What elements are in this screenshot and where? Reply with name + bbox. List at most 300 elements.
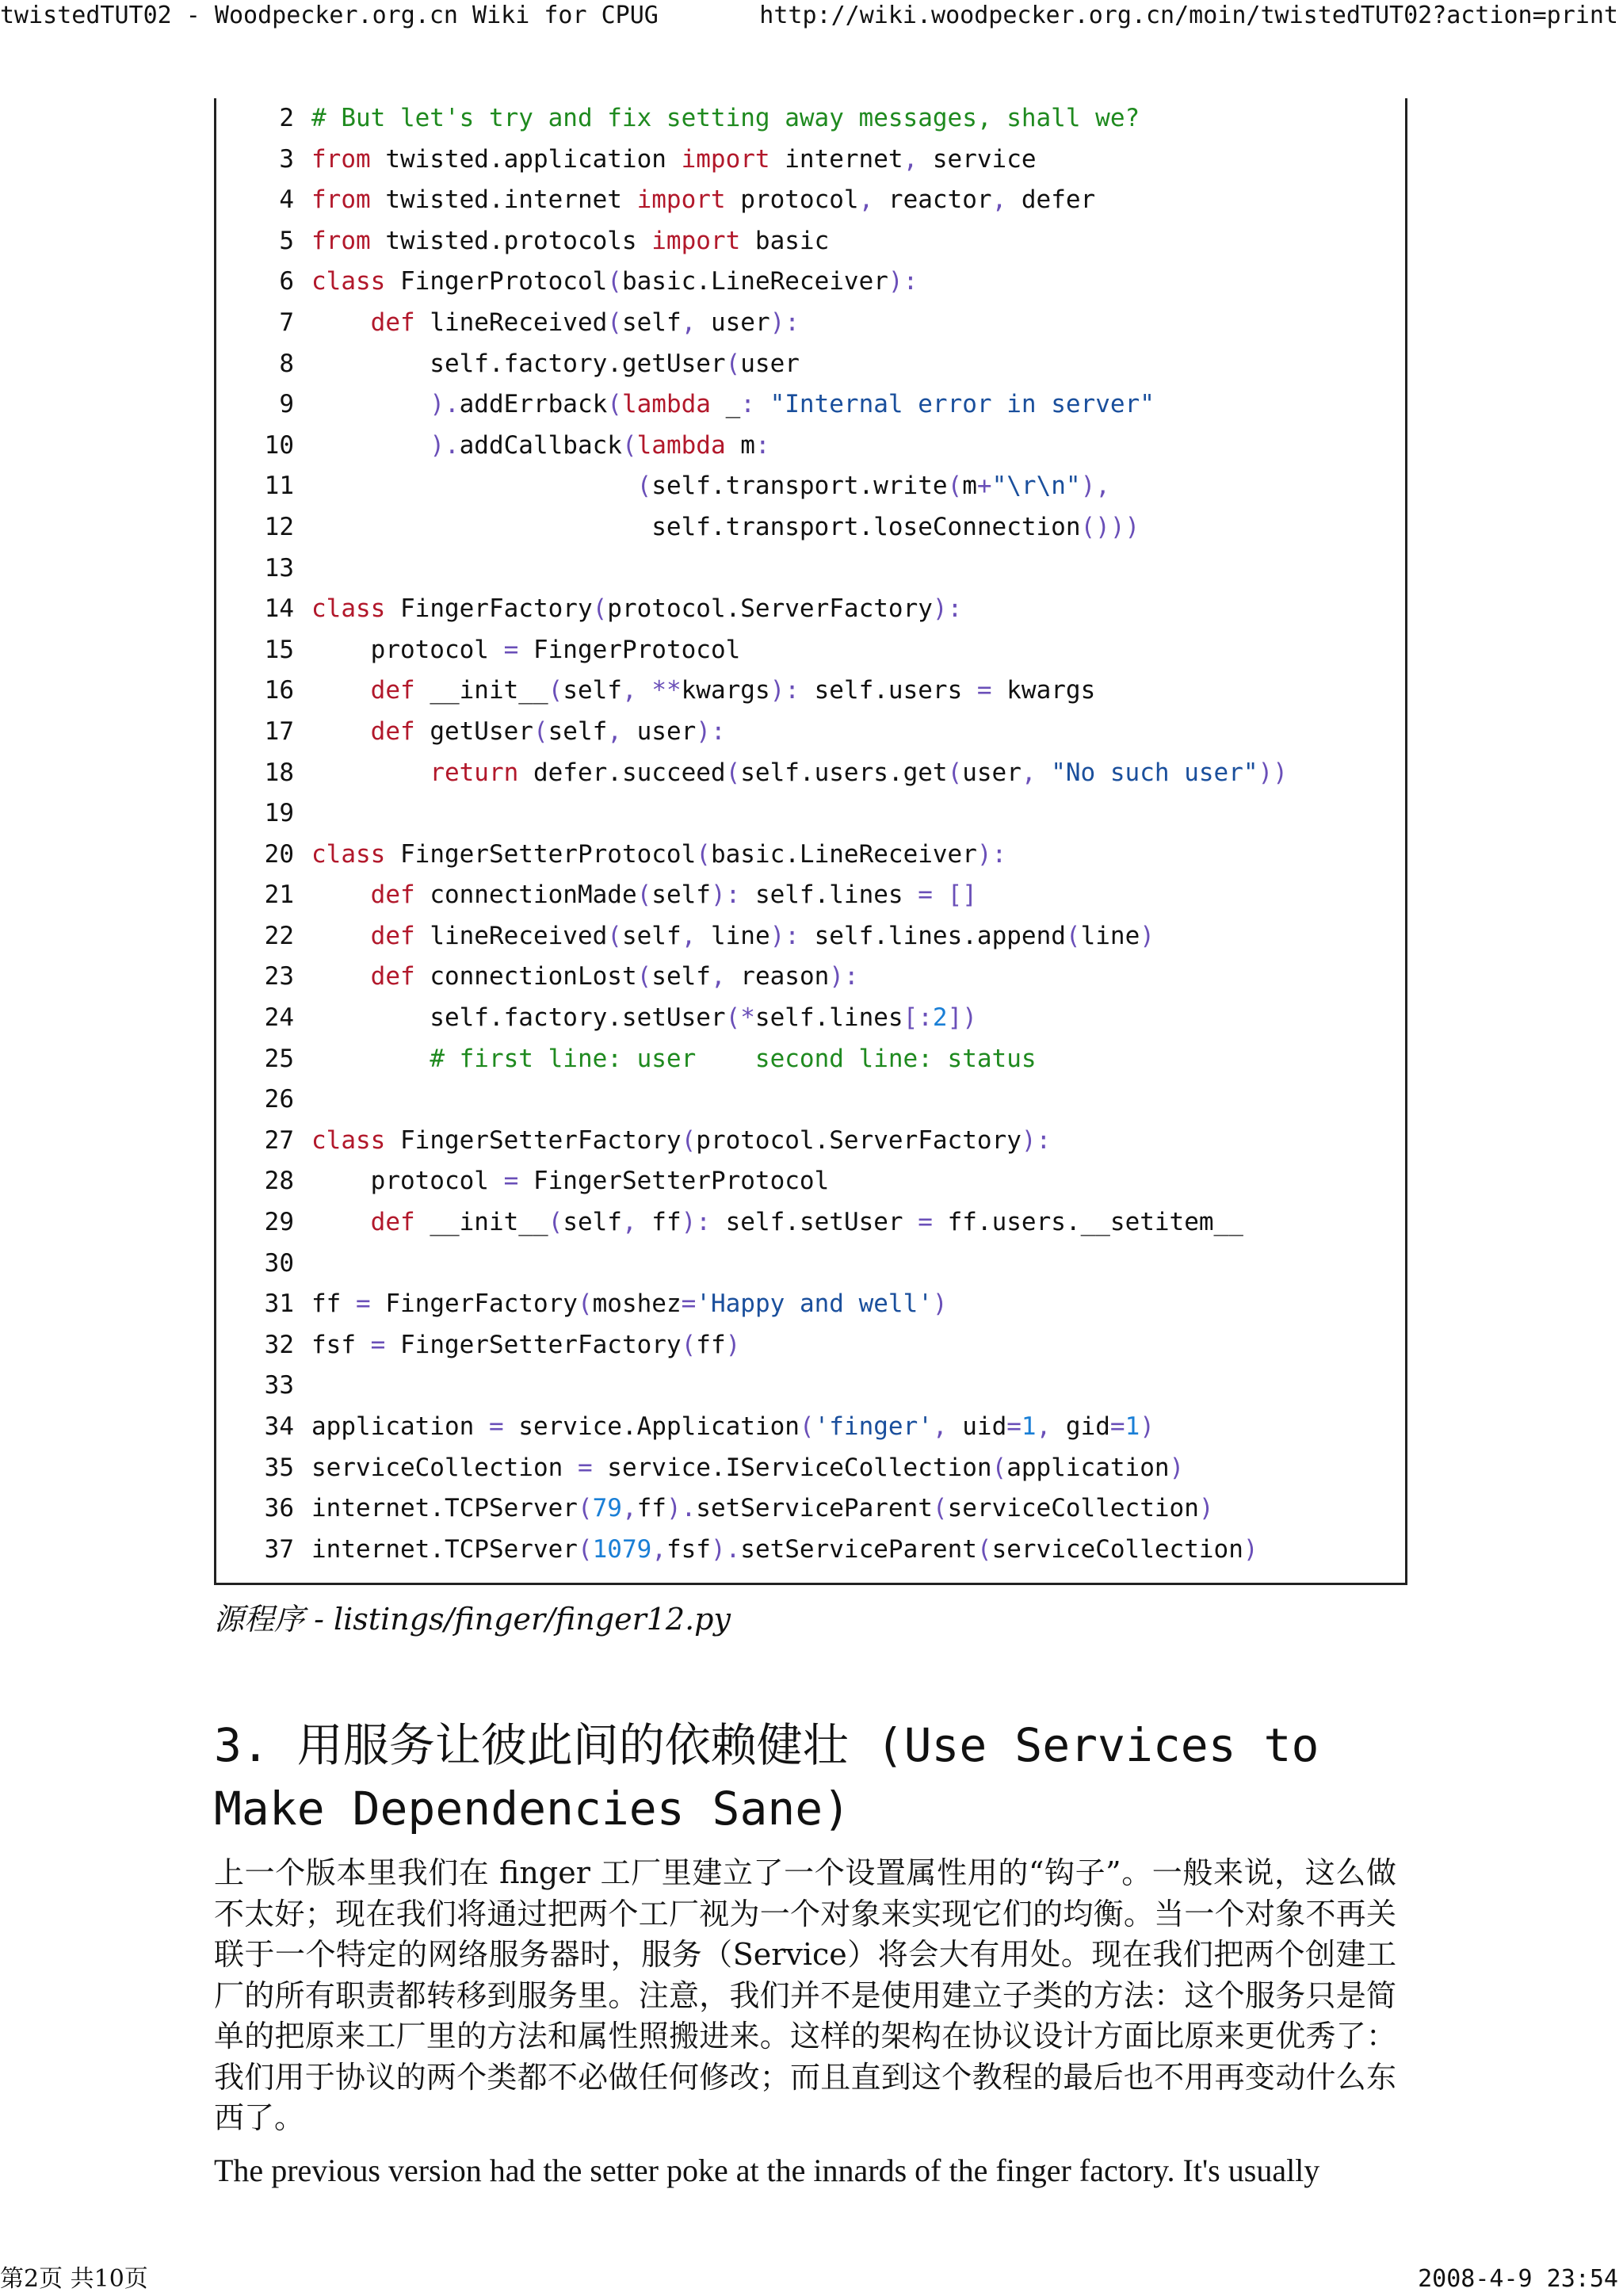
code-token: (	[696, 839, 711, 869]
code-token: ,	[1021, 758, 1037, 787]
code-token: 79	[592, 1494, 622, 1523]
code-token: self	[621, 308, 682, 337]
code-token: gid	[1051, 1412, 1110, 1441]
code-token: self.transport.write	[651, 472, 948, 501]
code-token: setServiceParent	[696, 1494, 933, 1523]
code-token: ,	[621, 1208, 637, 1237]
code-token: ):	[888, 267, 918, 296]
code-line	[216, 1407, 1288, 1448]
code-line	[216, 753, 1288, 794]
code-text	[311, 630, 740, 671]
code-token: )	[1243, 1534, 1258, 1564]
code-token: self	[548, 716, 608, 746]
code-token: defer	[1006, 185, 1096, 215]
code-token: from	[311, 185, 371, 215]
code-line	[216, 589, 1288, 630]
code-token: (	[577, 1494, 593, 1523]
code-token	[311, 676, 371, 705]
code-token: import	[636, 185, 726, 215]
code-token: ,	[991, 185, 1007, 215]
code-token: =	[1006, 1412, 1022, 1441]
code-line	[216, 1325, 1288, 1366]
code-text	[311, 1488, 1214, 1530]
code-token: line	[696, 921, 770, 950]
code-token	[311, 1208, 371, 1236]
code-token: line	[1080, 921, 1140, 950]
code-token: 2	[932, 1003, 948, 1033]
line-number: 28	[264, 1167, 294, 1196]
code-token: ,	[681, 308, 697, 337]
code-text	[311, 670, 1095, 712]
code-token: =	[976, 676, 992, 705]
code-token: (	[577, 1534, 593, 1564]
code-token: (	[1065, 921, 1081, 950]
code-token: (	[991, 1453, 1007, 1482]
line-number: 17	[264, 716, 294, 746]
line-number: 3	[279, 144, 294, 174]
code-token: def	[370, 716, 415, 746]
footer-page-number: 第2页 共10页	[0, 2265, 148, 2293]
code-text	[311, 957, 859, 998]
code-token: __init__	[414, 1208, 548, 1237]
code-token: user	[740, 349, 800, 378]
code-text	[311, 835, 1006, 876]
line-number: 35	[264, 1453, 294, 1482]
paragraph-english: The previous version had the setter poke at the innards of the finger factory. It's usually	[214, 2153, 1320, 2188]
code-token: ,	[932, 1412, 948, 1441]
code-line	[216, 957, 1288, 998]
code-token: fsf	[311, 1330, 371, 1359]
footer-datetime: 2008-4-9 23:54	[1418, 2265, 1618, 2293]
code-token: basic.LineReceiver	[621, 267, 888, 296]
code-token: application	[1006, 1453, 1170, 1482]
line-number: 15	[264, 635, 294, 664]
code-token: (	[681, 1330, 697, 1359]
code-token	[311, 1045, 430, 1073]
code-line	[216, 1079, 1288, 1121]
code-token: (	[947, 472, 963, 501]
code-token: import	[651, 226, 741, 255]
code-token: def	[370, 308, 415, 337]
code-token: ):	[769, 676, 800, 705]
code-text	[311, 1039, 1037, 1080]
code-line	[216, 1121, 1288, 1162]
line-number: 14	[264, 594, 294, 624]
code-token: lineReceived	[414, 921, 608, 950]
code-token: ,	[621, 676, 637, 705]
code-token: ff	[636, 1494, 666, 1523]
code-line	[216, 1488, 1288, 1530]
code-token: ):	[829, 962, 859, 991]
code-token: ).	[430, 390, 460, 419]
code-text	[311, 589, 962, 630]
line-number: 12	[264, 512, 294, 541]
code-token: def	[370, 921, 415, 950]
code-text	[311, 139, 1037, 181]
code-token: (	[577, 1289, 593, 1319]
code-token: fsf	[666, 1534, 711, 1564]
code-token: [:	[903, 1003, 933, 1033]
code-token: setServiceParent	[740, 1534, 977, 1564]
code-token: self.setUser	[710, 1208, 918, 1237]
code-token: ])	[947, 1003, 977, 1033]
code-token: self.factory.setUser	[311, 1003, 726, 1033]
line-number: 7	[279, 308, 294, 337]
code-token: FingerProtocol	[385, 267, 608, 296]
code-token: =	[503, 635, 519, 664]
line-number: 4	[279, 185, 294, 215]
code-text	[311, 916, 1155, 957]
code-token: user	[696, 308, 770, 337]
code-token: ,	[903, 144, 918, 174]
code-token	[933, 881, 948, 909]
code-token: self.lines.append	[799, 921, 1066, 950]
line-number: 22	[264, 921, 294, 950]
code-token: service.Application	[503, 1412, 800, 1441]
line-number: 37	[264, 1534, 294, 1564]
code-line	[216, 426, 1288, 467]
code-token	[311, 431, 430, 460]
code-text	[311, 1161, 829, 1202]
code-token	[755, 390, 770, 418]
code-line	[216, 548, 1288, 590]
code-token: self	[563, 1208, 622, 1237]
code-line	[216, 998, 1288, 1039]
code-line	[216, 1039, 1288, 1080]
code-token: internet	[769, 144, 903, 174]
code-token: (	[636, 472, 652, 501]
code-token: ff	[311, 1289, 356, 1319]
code-token	[311, 881, 371, 909]
code-token: self	[563, 676, 622, 705]
line-number: 5	[279, 226, 294, 255]
code-token: (	[592, 594, 608, 624]
code-text	[311, 998, 977, 1039]
line-number: 16	[264, 676, 294, 705]
code-line	[216, 139, 1288, 181]
code-token: FingerSetterFactory	[385, 1125, 682, 1155]
code-token: user	[621, 716, 697, 746]
code-token: user	[962, 758, 1022, 787]
code-token: self.transport.loseConnection	[311, 512, 1081, 541]
code-token: defer.succeed	[518, 758, 726, 787]
code-token: "Internal error in server"	[769, 390, 1155, 419]
code-token: basic.LineReceiver	[710, 839, 977, 869]
code-token: class	[311, 1125, 386, 1155]
code-token: FingerProtocol	[518, 635, 741, 664]
code-token: (	[799, 1412, 815, 1441]
line-number: 2	[279, 104, 294, 132]
code-token: ):	[769, 308, 800, 337]
code-token: lineReceived	[414, 308, 608, 337]
code-token: serviceCollection	[991, 1534, 1243, 1564]
line-number: 9	[279, 390, 294, 419]
code-token: ,	[621, 1494, 637, 1523]
code-line	[216, 835, 1288, 876]
code-token: ,	[1036, 1412, 1052, 1441]
code-line	[216, 712, 1288, 753]
code-token: )	[1169, 1453, 1185, 1482]
code-line	[216, 221, 1288, 262]
code-text	[311, 221, 829, 262]
code-token: (	[976, 1534, 992, 1564]
code-token: self.lines	[740, 881, 918, 910]
header-page-title: twistedTUT02 - Woodpecker.org.cn Wiki for CPUG	[0, 2, 659, 29]
line-number: 27	[264, 1125, 294, 1155]
code-token: protocol	[311, 1167, 504, 1196]
code-token: lambda	[621, 390, 711, 419]
code-token: **	[651, 676, 682, 705]
code-token: FingerSetterFactory	[385, 1330, 682, 1359]
code-token: _	[710, 390, 741, 419]
code-token: ).	[430, 430, 460, 460]
code-token: ,	[651, 1534, 666, 1564]
code-token: def	[370, 1208, 415, 1237]
code-line	[216, 793, 1288, 835]
code-token: (	[725, 349, 741, 378]
code-token	[311, 962, 371, 991]
code-token: (	[533, 716, 548, 746]
code-token: :	[754, 430, 770, 460]
code-token: serviceCollection	[311, 1453, 578, 1482]
line-number: 31	[264, 1289, 294, 1319]
line-number: 36	[264, 1494, 294, 1523]
code-token: ,	[710, 962, 726, 991]
line-number: 26	[264, 1085, 294, 1114]
code-token: =	[918, 1208, 933, 1237]
code-line	[216, 303, 1288, 344]
line-number: 32	[264, 1330, 294, 1359]
code-line	[216, 1244, 1288, 1285]
code-text	[311, 466, 1110, 507]
code-token	[311, 308, 371, 337]
code-token: serviceCollection	[947, 1494, 1199, 1523]
code-text	[311, 1530, 1258, 1571]
code-line	[216, 507, 1288, 548]
line-number: 8	[279, 349, 294, 378]
code-text	[311, 1325, 740, 1366]
line-number: 29	[264, 1208, 294, 1237]
line-number: 10	[264, 430, 294, 460]
code-token: self.factory.getUser	[311, 349, 726, 378]
code-token: class	[311, 594, 386, 624]
code-token: )	[1140, 1412, 1155, 1441]
line-number: 18	[264, 758, 294, 787]
code-token: FingerSetterProtocol	[518, 1167, 830, 1196]
code-token: =	[918, 881, 933, 910]
code-token: =	[577, 1453, 593, 1482]
code-token	[311, 717, 371, 746]
code-token: lambda	[636, 430, 726, 460]
code-token: ,	[858, 185, 874, 215]
code-token: (	[548, 1208, 563, 1237]
code-token: =	[356, 1289, 371, 1319]
line-number: 24	[264, 1003, 294, 1033]
code-token: def	[370, 881, 415, 910]
code-token: "\r\n"	[991, 472, 1081, 501]
line-number: 21	[264, 881, 294, 910]
code-token: )	[1198, 1494, 1214, 1523]
code-token: class	[311, 267, 386, 296]
code-token: (	[621, 430, 637, 460]
code-text	[311, 1121, 1051, 1162]
line-number: 19	[264, 799, 294, 828]
line-number: 13	[264, 553, 294, 583]
code-text	[311, 303, 800, 344]
code-token: (*	[725, 1003, 755, 1033]
code-text	[311, 1448, 1184, 1489]
code-token: +	[976, 472, 992, 501]
code-token: from	[311, 144, 371, 174]
code-token: (	[548, 676, 563, 705]
code-line	[216, 1202, 1288, 1244]
code-token: ff.users.__setitem__	[932, 1208, 1243, 1237]
code-token	[311, 758, 430, 787]
code-token: ))	[1258, 758, 1288, 787]
code-token: (	[636, 881, 652, 910]
code-line	[216, 1448, 1288, 1489]
code-token: (	[681, 1125, 697, 1155]
code-token: FingerSetterProtocol	[385, 839, 697, 869]
code-token: (	[607, 921, 622, 950]
code-token: =	[681, 1289, 697, 1319]
code-line	[216, 466, 1288, 507]
code-token: 'finger'	[814, 1412, 933, 1441]
code-token: ,	[681, 921, 697, 950]
code-token: addCallback	[459, 430, 622, 460]
code-token: ):	[710, 881, 741, 910]
code-token: twisted.internet	[370, 185, 637, 215]
code-token: application	[311, 1412, 489, 1441]
code-line	[216, 98, 1288, 139]
code-line	[216, 630, 1288, 671]
code-token: def	[370, 676, 415, 705]
line-number: 6	[279, 267, 294, 296]
code-token	[311, 472, 637, 500]
code-text	[311, 712, 726, 753]
code-token: (	[636, 962, 652, 991]
code-text	[311, 1407, 1155, 1448]
code-token: internet.TCPServer	[311, 1534, 578, 1564]
line-number: 30	[264, 1248, 294, 1278]
code-token: self.users.get	[740, 758, 948, 787]
line-number: 23	[264, 962, 294, 991]
code-token: __init__	[414, 676, 548, 705]
code-token: self	[621, 921, 682, 950]
code-line	[216, 1530, 1288, 1571]
code-token: ):	[932, 594, 963, 624]
code-token: ).	[710, 1534, 741, 1564]
code-token	[1037, 758, 1052, 787]
code-token: ()))	[1080, 512, 1140, 541]
code-token: ),	[1080, 472, 1110, 501]
code-caption: 源程序 - listings/finger/finger12.py	[214, 1602, 731, 1637]
code-token: reactor	[873, 185, 992, 215]
code-token: protocol.ServerFactory	[607, 594, 933, 624]
code-token: 1	[1125, 1412, 1140, 1441]
code-token: twisted.protocols	[370, 226, 652, 255]
code-token: FingerFactory	[385, 594, 593, 624]
paragraph-chinese: 上一个版本里我们在 finger 工厂里建立了一个设置属性用的“钩子”。一般来说，这么做不太好；现在我们将通过把两个工厂视为一个对象来实现它们的均衡。当一个对象不再关联于一个特定的网络服务器时，服务（Service）将会大有用处。现在我们把两个创建工厂的所有职责都转移到服务里。注意，我们并不是使用建立子类的方法：这个服务只是简单的把原来工厂里的方法和属性照搬进来。这样的架构在协议设计方面比原来更优秀了：我们用于协议的两个类都不必做任何修改；而且直到这个教程的最后也不用再变动什么东西了。	[214, 1855, 1396, 2135]
code-token: self	[651, 962, 711, 991]
code-token: connectionMade	[414, 881, 637, 910]
code-token	[637, 676, 652, 705]
code-token: =	[488, 1412, 504, 1441]
code-token: ,	[607, 716, 622, 746]
code-token: =	[370, 1330, 386, 1359]
code-listing	[216, 98, 1288, 1570]
code-listing-box	[214, 98, 1407, 1585]
code-text	[311, 180, 1095, 221]
code-token: :	[740, 390, 755, 419]
code-token: m	[725, 430, 755, 460]
code-token: import	[681, 144, 770, 174]
code-token: )	[1140, 921, 1155, 950]
code-token: ff	[696, 1330, 726, 1359]
code-token: self.users	[799, 676, 977, 705]
code-token: (	[607, 390, 622, 419]
code-token: []	[947, 881, 977, 910]
code-token: class	[311, 839, 386, 869]
code-token: 1	[1021, 1412, 1037, 1441]
code-token: return	[430, 758, 519, 787]
code-token: basic	[740, 226, 830, 255]
line-number: 11	[264, 472, 294, 501]
code-token: )	[725, 1330, 741, 1359]
code-line	[216, 670, 1288, 712]
code-token: protocol.ServerFactory	[696, 1125, 1022, 1155]
code-token: # first line: user second line: status	[430, 1044, 1037, 1073]
code-token: (	[932, 1494, 948, 1523]
code-token: kwargs	[681, 676, 770, 705]
code-line	[216, 1161, 1288, 1202]
code-token: self	[651, 881, 711, 910]
code-token: (	[607, 308, 622, 337]
code-line	[216, 875, 1288, 916]
code-token: connectionLost	[414, 962, 637, 991]
code-token: ).	[666, 1494, 697, 1523]
code-line	[216, 384, 1288, 426]
code-text	[311, 426, 770, 467]
code-token: ff	[636, 1208, 682, 1237]
code-token: protocol	[311, 635, 504, 664]
code-text	[311, 753, 1288, 794]
code-text	[311, 507, 1140, 548]
code-token: from	[311, 226, 371, 255]
line-number: 34	[264, 1412, 294, 1441]
code-token: (	[607, 267, 622, 296]
code-token: (	[725, 758, 741, 787]
code-line	[216, 1366, 1288, 1407]
code-token: ):	[1021, 1125, 1052, 1155]
line-number: 20	[264, 839, 294, 869]
header-url[interactable]: http://wiki.woodpecker.org.cn/moin/twistedTUT02?action=print	[759, 2, 1618, 29]
code-token: internet.TCPServer	[311, 1494, 578, 1523]
code-token: reason	[725, 962, 830, 991]
code-token: 'Happy and well'	[696, 1289, 933, 1319]
code-token: m	[962, 472, 977, 501]
code-token: twisted.application	[370, 144, 682, 174]
code-line	[216, 180, 1288, 221]
section-heading: 3. 用服务让彼此间的依赖健壮 (Use Services to Make Dependencies Sane)	[214, 1718, 1319, 1836]
code-token: def	[370, 962, 415, 991]
code-text	[311, 1202, 1243, 1244]
code-token: (	[947, 758, 963, 787]
code-token: 1079	[592, 1534, 652, 1564]
code-token	[311, 922, 371, 950]
code-token: # But let's try and fix setting away messages, shall we?	[311, 104, 1140, 132]
code-token: moshez	[592, 1289, 682, 1319]
